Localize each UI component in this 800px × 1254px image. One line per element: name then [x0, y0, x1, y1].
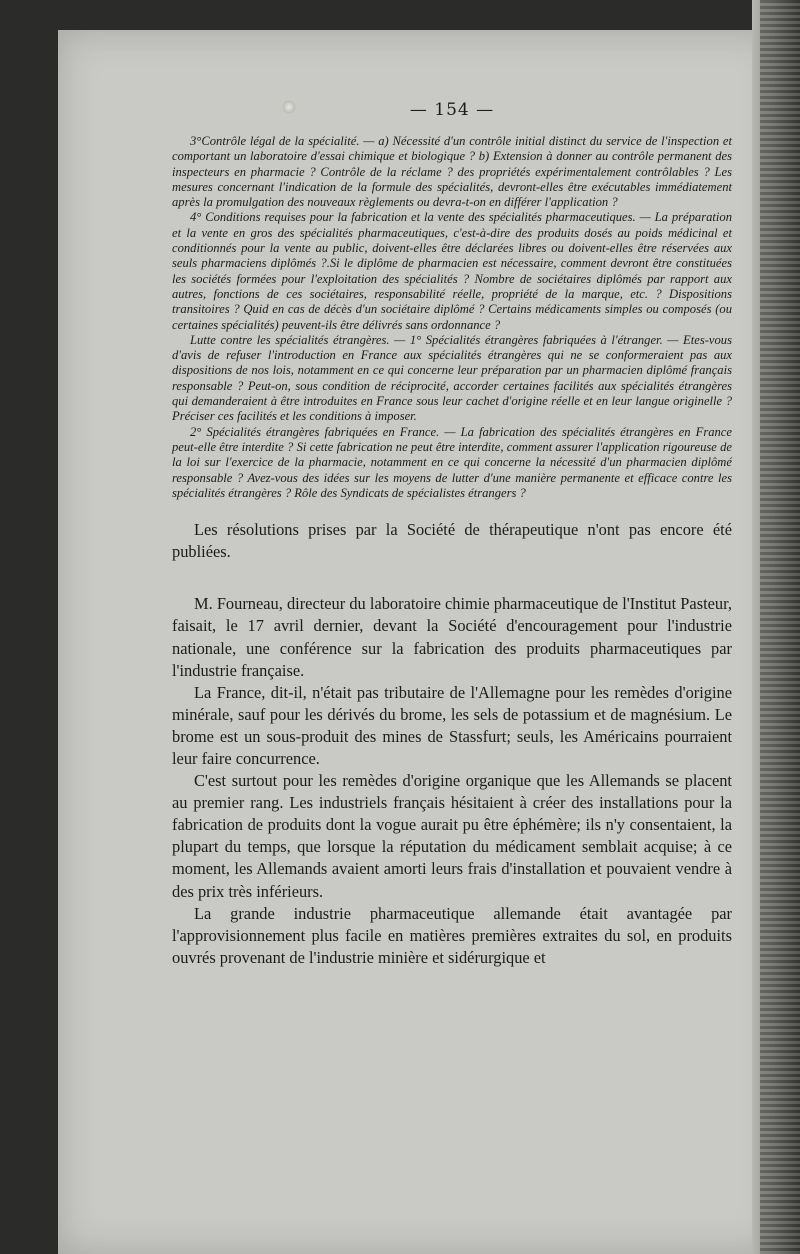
paragraph-origine-organique: C'est surtout pour les remèdes d'origine organique que les Allemands se placent au premier rang. Les industriels français hésitaient à créer des installations pour la fabrication de produits dont la vogue aurait pu être éphémère; ils n'y consentaient, la plupart du temps, que lorsque la réputation du médicament semblait acquise; à ce moment, les Allemands avaient amorti leurs frais d'installation et pouvaient vendre à des prix très inférieurs. — [172, 771, 732, 901]
paragraph-resolutions: Les résolutions prises par la Société de thérapeutique n'ont pas encore été publiées. — [172, 520, 732, 562]
paragraph-origine-minerale: La France, dit-il, n'était pas tributaire de l'Allemagne pour les remèdes d'origine minérale, sauf pour les dérivés du brome, les sels de potassium et de magnésium. Le brome est un sous-produit des mines de Stassfurt; seuls, les Américains pourraient leur faire concurrence. — [172, 682, 732, 768]
paragraph-conditions-requises: 4° Conditions requises pour la fabrication et la vente des spécialités pharmaceutiques. — La préparation et la vente en gros des spécialités pharmaceutiques, c'est-à-dire des produits dosés au poids médicinal et conditionnés pour la vente au public, doivent-elles être déclarées libres ou doivent-elles être réservées aux seuls pharmaciens diplômés ?.Si le diplôme de pharmacien est nécessaire, comment devront être constituées les sociétés formées pour l'exploitation des spécialités ? Nombre de sociétaires diplômés par rapport aux autres, fonctions de ces sociétaires, responsabilité réelle, propriété de la marque, etc. ? Dispositions transitoires ? Quid en cas de décès d'un sociétaire diplômé ? Certains médicaments simples ou composés (ou certaines spécialités) peuvent-ils être délivrés sans ordonnance ? — [172, 210, 732, 332]
binding-strip — [760, 0, 800, 1254]
page-text — [172, 100, 732, 969]
paragraph-controle-legal: 3°Contrôle légal de la spécialité. — a) Nécessité d'un contrôle initial distinct du service de l'inspection et comportant un laboratoire d'essai chimique et biologique ? b) Extension à donner au contrôle permanent des inspecteurs en pharmacie ? Contrôle de la réclame ? des propriétés expérimentalement contrôlables ? Les mesures concernant l'indication de la formule des spécialités, devront-elles être exécutables immédiatement après la promulgation des nouveaux règlements ou devra-t-on en différer l'application ? — [172, 134, 732, 210]
paragraph-industrie-allemande: La grande industrie pharmaceutique allemande était avantagée par l'approvisionnement plus facile en matières premières extraites du sol, en produits ouvrés provenant de l'industrie minière et sidérurgique et — [172, 903, 732, 967]
paragraph-specialites-fabriquees-france: 2° Spécialités étrangères fabriquées en France. — La fabrication des spécialités étrangères en France peut-elle être interdite ? Si cette fabrication ne peut être interdite, comment assurer l'application rigoureuse de la loi sur l'exercice de la pharmacie, notamment en ce qui concerne la nécessité d'un pharmacien diplômé responsable ? Avez-vous des idées sur les moyens de lutter d'une manière permanente et efficace contre les spécialités étrangères ? Rôle des Syndicats de spécialistes étrangers ? — [172, 424, 732, 500]
paragraph-lutte-specialites: Lutte contre les spécialités étrangères. — 1° Spécialités étrangères fabriquées à l'étranger. — Etes-vous d'avis de refuser l'introduction en France aux spécialités étrangères qui ne se conformeraient pas aux dispositions de nos lois, notamment en ce qui concerne leur préparation par un pharmacien diplômé français responsable ? Peut-on, sous condition de réciprocité, accorder certaines facilités aux spécialités étrangères qui demanderaient à être introduites en France sous leur cachet d'origine réelle et en leur langue originelle ? Préciser ces facilités et les conditions à imposer. — [172, 332, 732, 424]
page-number: — 154 — — [409, 100, 495, 120]
paragraph-fourneau: M. Fourneau, directeur du laboratoire chimie pharmaceutique de l'Institut Pasteur, faisait, le 17 avril dernier, devant la Société d'encouragement pour l'industrie nationale, une conférence sur la fabrication des produits pharmaceutiques par l'industrie française. — [172, 594, 732, 680]
